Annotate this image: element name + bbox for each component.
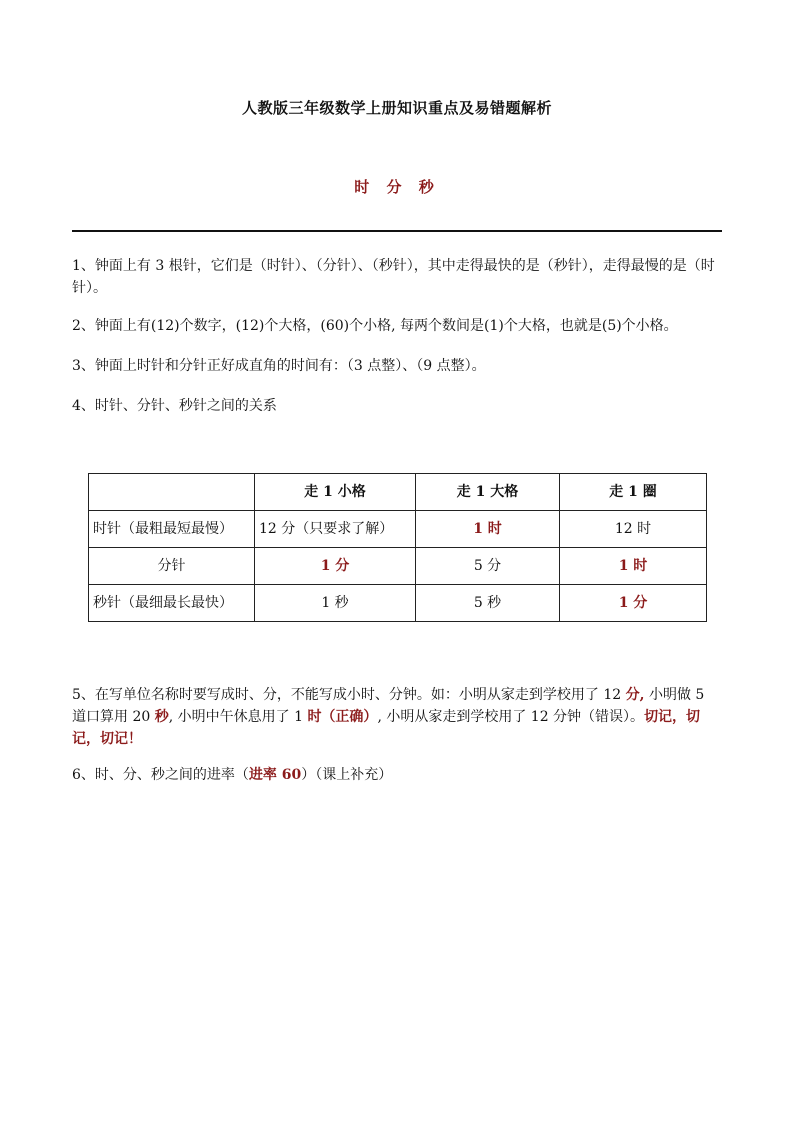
table-row: [89, 511, 707, 548]
text-run: , 小明中午休息用了 1: [168, 709, 308, 725]
text-run: , 小明从家走到学校用了 12 分钟（错误）。: [377, 709, 645, 725]
table-header-row: [89, 474, 707, 511]
table-header-cell: [89, 474, 255, 511]
table-row: [89, 548, 707, 585]
emphasis-text: 切记，切记，切记！: [72, 709, 701, 747]
table-cell: 12 时: [560, 511, 707, 548]
table-cell: 12 分（只要求了解）: [255, 511, 416, 548]
table-cell: 1 分: [255, 548, 416, 585]
table-cell: 1 分: [560, 585, 707, 622]
paragraph-5: [72, 684, 722, 750]
table-cell: 1 秒: [255, 585, 416, 622]
emphasis-text: 秒: [154, 709, 169, 725]
table-header-cell: 走 1 小格: [255, 474, 416, 511]
row-label-hour-hand: 时针（最粗最短最慢）: [89, 511, 255, 548]
emphasis-text: 时（正确）: [307, 709, 378, 725]
paragraph-3: 3、钟面上时针和分针正好成直角的时间有：（3 点整）、（9 点整）。: [72, 358, 486, 374]
divider: [72, 230, 722, 232]
table-header-cell: 走 1 大格: [416, 474, 560, 511]
table-cell: 5 秒: [416, 585, 560, 622]
paragraph-2: 2、钟面上有(12)个数字，(12)个大格，(60)个小格, 每两个数间是(1)个大格，也就是(5)个小格。: [72, 318, 678, 334]
table-header-cell: 走 1 圈: [560, 474, 707, 511]
emphasis-text: 进率 60: [248, 767, 302, 783]
table-cell: 1 时: [416, 511, 560, 548]
table-cell: 5 分: [416, 548, 560, 585]
paragraph-4: 4、时针、分针、秒针之间的关系: [72, 398, 277, 414]
section-title: 时 分 秒: [354, 178, 440, 196]
text-run: 6、时、分、秒之间的进率（: [72, 767, 249, 783]
paragraph-6: [72, 764, 722, 786]
text-run: 小明做 5 道口算用 20: [72, 687, 705, 725]
text-run: ）（课上补充）: [301, 767, 393, 783]
text-run: 5、在写单位名称时要写成时、分，不能写成小时、分钟。如：小明从家走到学校用了 12: [72, 687, 626, 703]
table-row: [89, 585, 707, 622]
page-title: 人教版三年级数学上册知识重点及易错题解析: [241, 99, 552, 117]
row-label-second-hand: 秒针（最细最长最快）: [89, 585, 255, 622]
table-cell: 1 时: [560, 548, 707, 585]
paragraph-1: 1、钟面上有 3 根针，它们是（时针）、（分针）、（秒针），其中走得最快的是（秒针），走得最慢的是（时针）。: [72, 258, 715, 296]
row-label-minute-hand: 分针: [89, 548, 255, 585]
emphasis-text: 分,: [625, 687, 645, 703]
hands-relation-table: [88, 473, 707, 622]
